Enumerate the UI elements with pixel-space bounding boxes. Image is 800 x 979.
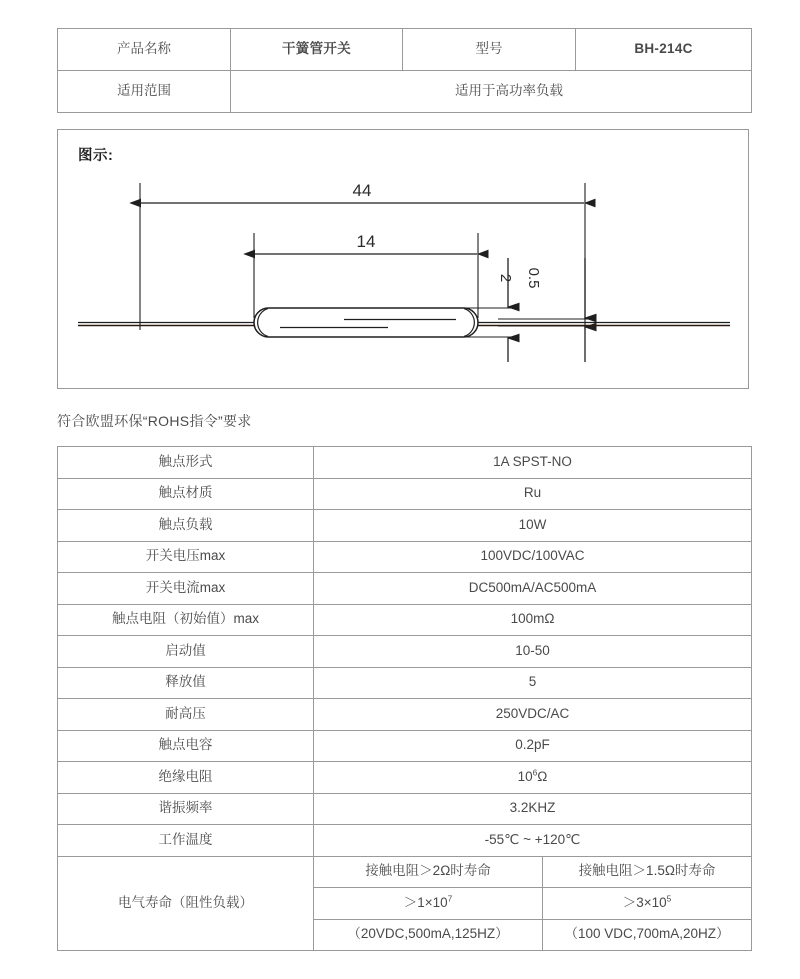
spec-label: 触点电阻（初始值）max — [58, 604, 314, 636]
table-row — [58, 636, 752, 668]
table-row — [58, 447, 752, 479]
dimension-label-body-length: 14 — [356, 232, 376, 251]
drawing-panel — [57, 129, 749, 389]
spec-value: 100mΩ — [314, 604, 752, 636]
spec-value: 10W — [314, 510, 752, 542]
spec-label: 触点材质 — [58, 478, 314, 510]
table-row — [58, 510, 752, 542]
scope-value: 适用于高功率负载 — [231, 71, 752, 113]
dimension-label-lead-diameter: 0.5 — [525, 267, 542, 289]
specification-table — [57, 446, 751, 951]
spec-label: 触点负载 — [58, 510, 314, 542]
spec-value: 0.2pF — [314, 730, 752, 762]
table-row — [58, 29, 752, 71]
life-cycles-1-exponent: 7 — [447, 893, 453, 904]
product-name-value: 干簧管开关 — [231, 29, 403, 71]
spec-value — [314, 762, 752, 794]
spec-table — [57, 446, 752, 951]
spec-value: 5 — [314, 667, 752, 699]
insulation-resistance-exponent: 6 — [532, 767, 538, 778]
dimension-label-body-height: 2 — [497, 273, 514, 283]
spec-label: 开关电流max — [58, 573, 314, 605]
spec-value: 250VDC/AC — [314, 699, 752, 731]
spec-value: 100VDC/100VAC — [314, 541, 752, 573]
spec-label: 启动值 — [58, 636, 314, 668]
insulation-resistance-base: 10 — [517, 768, 533, 784]
header-table — [57, 28, 752, 113]
life-condition-1: 接触电阻＞2Ω时寿命 — [314, 856, 543, 888]
spec-value: Ru — [314, 478, 752, 510]
life-cycles-2 — [543, 888, 752, 920]
table-row — [58, 730, 752, 762]
insulation-resistance-unit: Ω — [537, 768, 548, 784]
table-row — [58, 71, 752, 113]
spec-label: 谐振频率 — [58, 793, 314, 825]
life-cycles-2-exponent: 5 — [666, 893, 672, 904]
life-cycles-2-base: ＞3×10 — [622, 894, 667, 910]
life-cycles-1 — [314, 888, 543, 920]
table-row — [58, 541, 752, 573]
table-row — [58, 699, 752, 731]
table-row — [58, 604, 752, 636]
reed-switch-body — [78, 308, 730, 337]
table-row — [58, 825, 752, 857]
spec-label: 触点电容 — [58, 730, 314, 762]
dimension-lines — [141, 203, 585, 362]
table-row — [58, 793, 752, 825]
spec-label: 工作温度 — [58, 825, 314, 857]
life-test-condition-1: （20VDC,500mA,125HZ） — [314, 919, 543, 951]
table-row — [58, 573, 752, 605]
drawing-title: 图示: — [78, 148, 114, 164]
scope-label: 适用范围 — [58, 71, 231, 113]
rohs-compliance-note: 符合欧盟环保“ROHS指令”要求 — [57, 413, 252, 429]
spec-value: 3.2KHZ — [314, 793, 752, 825]
table-row — [58, 667, 752, 699]
dimension-label-overall-length: 44 — [352, 181, 372, 200]
spec-label: 开关电压max — [58, 541, 314, 573]
reed-switch-diagram — [58, 130, 750, 388]
electrical-life-label: 电气寿命（阻性负载） — [58, 856, 314, 951]
spec-label: 绝缘电阻 — [58, 762, 314, 794]
table-row — [58, 856, 752, 888]
model-value: BH-214C — [576, 29, 752, 71]
spec-label: 触点形式 — [58, 447, 314, 479]
life-test-condition-2: （100 VDC,700mA,20HZ） — [543, 919, 752, 951]
spec-value: 1A SPST-NO — [314, 447, 752, 479]
spec-value: 10-50 — [314, 636, 752, 668]
table-row — [58, 478, 752, 510]
spec-label: 耐高压 — [58, 699, 314, 731]
spec-label: 释放值 — [58, 667, 314, 699]
product-identification-table — [57, 28, 751, 113]
life-cycles-1-base: ＞1×10 — [403, 894, 448, 910]
table-row — [58, 762, 752, 794]
spec-value: -55℃ ~ +120℃ — [314, 825, 752, 857]
model-label: 型号 — [403, 29, 576, 71]
product-name-label: 产品名称 — [58, 29, 231, 71]
spec-value: DC500mA/AC500mA — [314, 573, 752, 605]
life-condition-2: 接触电阻＞1.5Ω时寿命 — [543, 856, 752, 888]
